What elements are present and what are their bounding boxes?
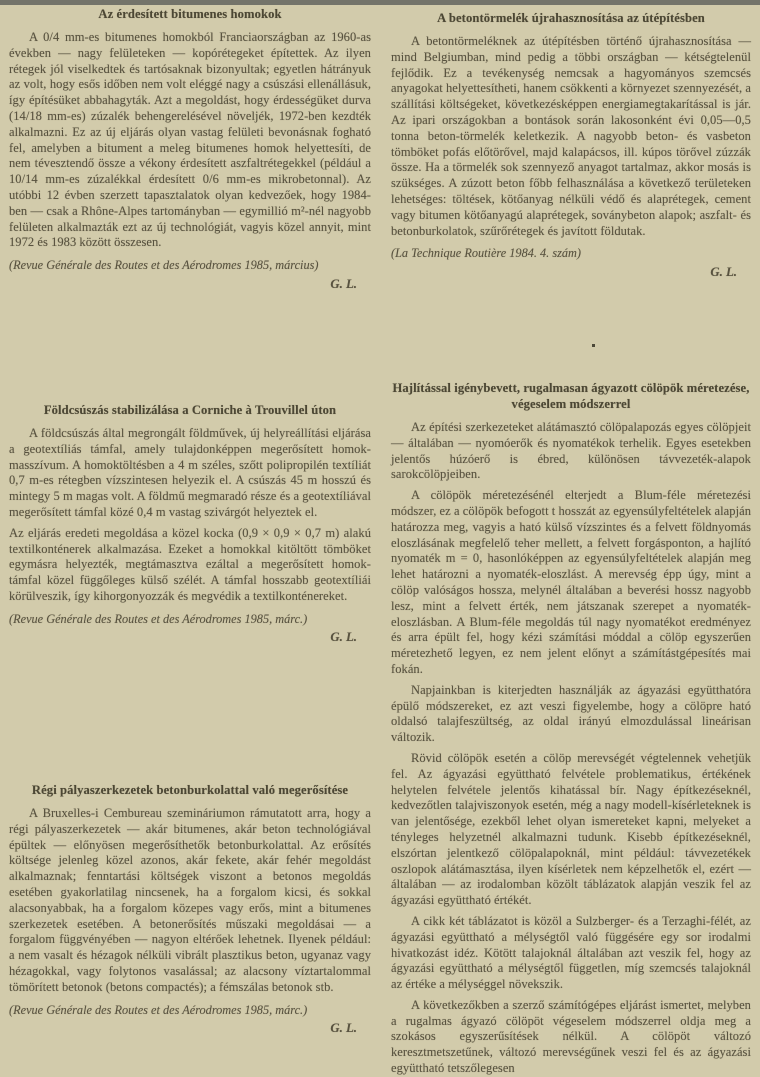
article-bitumenes-homokok: [9, 6, 371, 292]
article-citation: (Revue Générale des Routes et des Aérodromes 1985, márc.): [9, 1002, 308, 1017]
left-column: [9, 0, 371, 1056]
article-signature: G. L.: [330, 276, 357, 291]
article-paragraph: A földcsúszás által megrongált földművek, új helyreállítási eljárása a geotextíliás támfal, amely tulajdonképpen megerősített homok-masszívum. A homoktöltésben a 4 m széles, szőtt polipropilén textíliát 0,7 m-es rétegben vízszintesen helyezik el. A csúszás 45 m hosszú és mintegy 5 m magas volt. A földmű megmaradó része és a geotextíliával megerősített támfal közé 0,4 m vastag szivárgót helyeztek el.: [9, 426, 371, 519]
article-citation: (La Technique Routière 1984. 4. szám): [391, 246, 582, 261]
article-title: Földcsúszás stabilizálása a Corniche à Trouvillel úton: [43, 403, 337, 417]
article-hajlitassal-igenybevett-colopok: [391, 380, 751, 1077]
article-paragraph: A következőkben a szerző számítógépes eljárást ismertet, melyben a rugalmas ágyazó cölöpöt végeselem módszerrel oldja meg a szokásos egyszerűsítések nélkül. A cölöpöt változó keresztmetszetűnek, változó merevségűnek veszi fel és az ágyazási együttható tetszőlegesen: [391, 997, 751, 1076]
article-paragraph: Napjainkban is kiterjedten használják az ágyazási együtthatóra épülő módszereket, ez azt veszi figyelembe, hogy a cölöpre ható oldalsó talajfeszültség, az oldal irányú elmozdulással lineárisan változik.: [391, 682, 751, 745]
article-paragraph: Az építési szerkezeteket alátámasztó cölöpalapozás egyes cölöpjeit — általában — nyomóerők és nyomatékok terhelik. Egyes esetekben jelentős húzóerő is ébred, különösen távvezeték-alapok sarokcölöpjeiben.: [391, 420, 751, 482]
article-citation: (Revue Générale des Routes et des Aérodromes 1985, március): [9, 258, 319, 273]
article-title: Régi pályaszerkezetek betonburkolattal való megerősítése: [31, 783, 349, 797]
right-column: [391, 0, 751, 1076]
article-signature: G. L.: [330, 630, 357, 645]
article-citation: (Revue Générale des Routes et des Aérodromes 1985, márc.): [9, 611, 308, 626]
article-paragraph: Az eljárás eredeti megoldása a közel kocka (0,9 × 0,9 × 0,7 m) alakú textilkonténerek alkalmazása. Ezeket a homokkal kitöltött tömböket egymásra helyezték, megtámasztva ezáltal a megerősített homok-támfal közel függőleges külső szélét. A támfal hosszabb geotextíliái körülveszik, így kihorgonyozzák és megvédik a textilkonténereket.: [9, 525, 371, 603]
article-paragraph: A cikk két táblázatot is közöl a Sulzberger- és a Terzaghi-félét, az ágyazási együttható a mélységtől való függésére egy sor irodalmi hivatkozást idéz. Kötött talajoknál általában azt veszik fel, hogy az ágyazási együttható a mélységtől független, míg szemcsés talajoknál az értéke a mélységgel növekszik.: [391, 913, 751, 992]
article-paragraph: A 0/4 mm-es bitumenes homokból Franciaországban az 1960-as években — nagy felületeken — kopórétegeket építettek. Az ilyen rétegek jól viselkedtek és tartósaknak bizonyultak; egyetlen hátrányuk az volt, hogy esős időben nem volt eléggé nagy a csúszási ellenállásuk, így építésüket abbahagyták. Azt a megoldást, hogy érdességüket durva (14/18 mm-es) zúzalék behengerelésével növeljék, 1972-ben kezdték alkalmazni. Ez az új eljárás olyan vastag felületi bevonásnak fogható fel, amelyben a bitument a meleg bitumenes homok helyettesíti, de nem tévesztendő össze a vékony érdesített aszfaltrétegekkel (például a 10/14 mm-es zúzalékkal érdesített 0/6 mm-es mikrobetonnal). Az utóbbi 12 évben szerzett tapasztalatok olyan kedvezőek, hogy 1984-ben — csak a Rhône-Alpes tartományban — egymillió m²-nél nagyobb felületen alkalmazták ezt az új technológiát, vagyis közel annyit, mint 1972 és 1983 között összesen.: [9, 30, 371, 250]
article-title: Az érdesített bitumenes homokok: [98, 7, 282, 21]
article-signature: G. L.: [330, 1021, 357, 1036]
article-title: A betontörmelék újrahasznosítása az útépítésben: [437, 11, 705, 25]
article-signature: G. L.: [710, 264, 737, 279]
article-paragraph: A Bruxelles-i Cembureau szemináriumon rámutatott arra, hogy a régi pályaszerkezetek — akár bitumenes, akár beton technológiával épültek — előnyösen megerősíthetők betonburkolattal. Az erősítés költsége jelenleg közel azonos, akár fekete, akár fehér megoldást alkalmaznak; fenntartási költségek viszont a betonos megoldás esetében gyakorlatilag nincsenek, ha a forgalom kicsi, és sokkal alacsonyabbak, ha a forgalom közepes vagy erős, mint a bitumenes szerkezetek esetében. A betonerősítés műszaki megoldásai — a forgalom függvényében — nagyon eltérőek lehetnek. Ilyenek például: a nem vasalt és hézagok nélküli vibrált plasztikus beton, ugyanaz vagy hézagokkal, vagy folytonos vasalással; az alacsony víztartalommal tömörített betonok (betons compactés); a fémszálas betonok stb.: [9, 806, 371, 994]
article-paragraph: A cölöpök méretezésénél elterjedt a Blum-féle méretezési módszer, ez a cölöpök befogott t hosszát az egyensúlyfeltételek alapján határozza meg, vagyis a ható külső vízszintes és a felvett földnyomás eloszlásának megfelelő teher mellett, a felvett forgásponton, a hajlító nyomaték m = 0, hasonlóképpen az egyensúlyfeltételek alapján meg lehet határozni a nyomaték-eloszlást. A merevség épp úgy, mint a cölöp valóságos hossza, melynél általában a beverési hossz nagyobb lesz, mint a felvett érték, nem játszanak szerepet a nyomaték-eloszlásban. A Blum-féle megoldás túl nagy nyomatékot eredményez és arra épült fel, hogy kézi számítási móddal a cölöp egyszerűen méretezhető legyen, ez nem jelent előnyt a számítástgépesítés mai fokán.: [391, 488, 751, 676]
article-title: Hajlítással igénybevett, rugalmasan ágyazott cölöpök méretezése, végeselem módszerrel: [392, 381, 750, 411]
article-regi-palyaszerkezetek: [9, 782, 371, 1036]
article-betontormelek-ujrahasznositas: [391, 10, 751, 280]
article-paragraph: Rövid cölöpök esetén a cölöp merevségét végtelennek vehetjük fel. Az ágyazási együttható felvétele problematikus, értékének helytelen felvétele jelentős kihatással bír. Nagy építkezéseknél, kedvezőtlen talajviszonyok esetén, még a nagy modell-kísérleteknek is van jelentősége, ezekből lehet olyan ismereteket kapni, melyeket a tényleges helyzetnél alkalmazni tudunk. Kisebb építkezéseknél, elszórtan jelentkező cölöpalapoknál, mint például: távvezetékek oszlopok alátámasztása, ilyen kísérletek nem képzelhetők el, ezért — általában — az irodalomban közölt táblázatok alapján veszik fel az ágyazási együttható értékét.: [391, 750, 751, 908]
article-paragraph: A betontörmeléknek az útépítésben történő újrahasznosítása — mind Belgiumban, mind pedig a többi országban — kétségtelenül fejlődik. Ez a tevékenység nemcsak a hagyományos szemcsés anyagokat helyettesítheti, hanem csökkenti a környezet szennyezését, a szállítási költségeket, következésképpen energiamegtakarítással is jár. Az ipari országokban a bontások során lakosonként évi 0,05—0,5 tonna beton-törmelék keletkezik. A nagyobb beton- és vasbeton tömböket pofás előtörővel, majd kalapácsos, ill. kúpos törővel zúzzák össze. Ha a törmelék sok szennyező anyagot tartalmaz, akkor mosás is szükséges. A zúzott beton főbb felhasználása a következő területeken lehetséges: töltések, kötőanyag nélküli védő és alaprétegek, cement vagy bitumen kötőanyagú alaprétegek, soványbeton alapok; aszfalt- és betonburkolatok, szűrőrétegek és javított földutak.: [391, 34, 751, 238]
article-foldcsuszas-stabilizalasa: [9, 402, 371, 645]
